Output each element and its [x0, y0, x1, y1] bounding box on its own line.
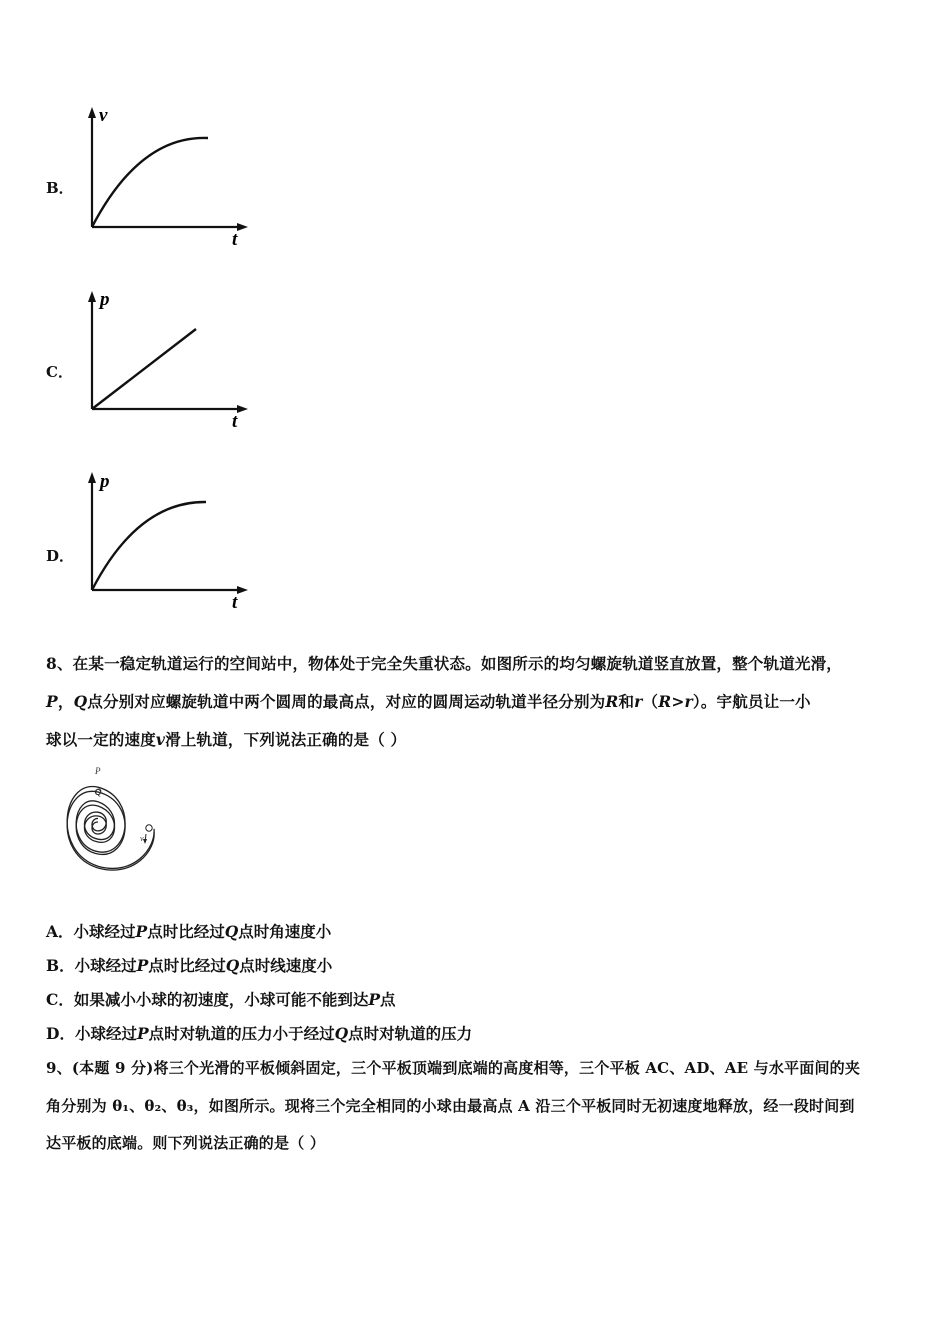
q9-line-1: 9、(本题 9 分)将三个光滑的平板倾斜固定，三个平板顶端到底端的高度相等，三个平板 AC、AD、AE 与水平面间的夹 [46, 1059, 861, 1077]
option-c-label: C． [46, 363, 73, 381]
spiral-label-q: Q [95, 787, 102, 797]
q8-choice-c[interactable]: C．如果减小小球的初速度，小球可能不能到达P点 [46, 990, 396, 1009]
q9-line-2: 角分别为 θ₁、θ₂、θ₃，如图所示。现将三个完全相同的小球由最高点 A 沿三个平板同时无初速度地释放，经一段时间到 [46, 1097, 855, 1115]
option-b-label: B． [46, 179, 74, 197]
spiral-label-v: v [140, 834, 144, 843]
spiral-track-figure [50, 762, 170, 894]
q8-line-2: P，Q点分别对应螺旋轨道中两个圆周的最高点，对应的圆周运动轨道半径分别为R和r（R>r）。宇航员让一小 [46, 692, 811, 711]
spiral-label-p: P [95, 766, 101, 776]
q8-line-3: 球以一定的速度v滑上轨道，下列说法正确的是（ ） [46, 730, 407, 749]
option-d-label: D． [46, 547, 75, 565]
option-b-graph [80, 105, 260, 250]
option-d-graph [80, 468, 260, 613]
q8-choice-a[interactable]: A．小球经过P点时比经过Q点时角速度小 [46, 922, 332, 941]
option-c-y-label: p [100, 289, 110, 310]
option-c-graph [80, 287, 260, 432]
option-d-x-label: t [232, 592, 238, 613]
option-b-y-label: v [99, 105, 108, 126]
q8-choice-b[interactable]: B．小球经过P点时比经过Q点时线速度小 [46, 956, 333, 975]
option-b-x-label: t [232, 229, 238, 250]
option-c-x-label: t [232, 411, 238, 432]
q8-choice-d[interactable]: D．小球经过P点时对轨道的压力小于经过Q点时对轨道的压力 [46, 1024, 473, 1043]
q8-line-1: 8、在某一稳定轨道运行的空间站中，物体处于完全失重状态。如图所示的均匀螺旋轨道竖直放置，整个轨道光滑， [46, 654, 842, 673]
option-d-y-label: p [100, 471, 110, 492]
q9-line-3: 达平板的底端。则下列说法正确的是（ ） [46, 1134, 326, 1152]
